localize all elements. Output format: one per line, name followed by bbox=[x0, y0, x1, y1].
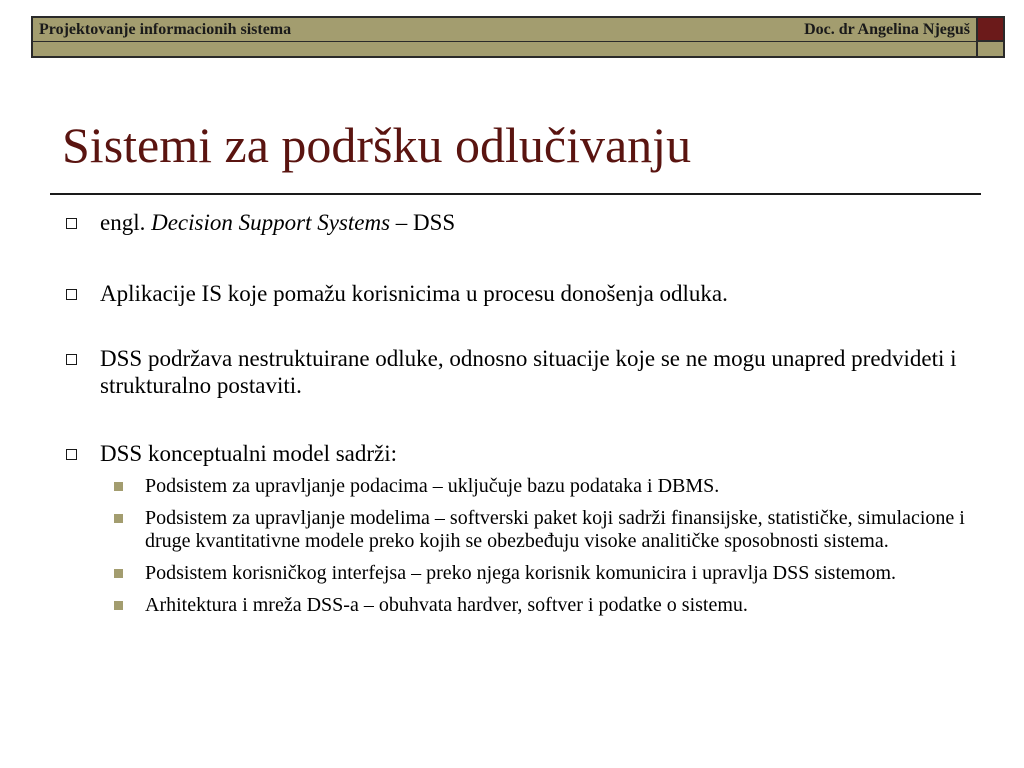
filled-square-bullet-icon bbox=[114, 601, 123, 610]
bullet-item bbox=[62, 209, 455, 236]
bullet-italic-term: Decision Support Systems bbox=[151, 210, 391, 235]
sub-bullet-text: Podsistem za upravljanje podacima – uključuje bazu podataka i DBMS. bbox=[145, 475, 720, 497]
bullet-text: DSS konceptualni model sadrži: bbox=[100, 441, 398, 466]
sub-bullet-list bbox=[114, 475, 984, 626]
author-name: Doc. dr Angelina Njeguš bbox=[804, 20, 970, 38]
header-lower-band bbox=[31, 42, 976, 58]
sub-bullet-text: Podsistem za upravljanje modelima – softverski paket koji sadrži finansijske, statističke, simulacione i druge kvantitativne modele preko kojih se obezbeđuju visoke analitičke sposobnosti sistema. bbox=[145, 507, 965, 552]
sub-bullet-item bbox=[114, 594, 984, 617]
bullet-text: DSS podržava nestruktuirane odluke, odnosno situacije koje se ne mogu unapred predvideti i strukturalno postaviti. bbox=[100, 346, 957, 398]
filled-square-bullet-icon bbox=[114, 482, 123, 491]
hollow-square-bullet-icon bbox=[66, 354, 77, 365]
bullet-prefix: engl. bbox=[100, 210, 152, 235]
slide-title: Sistemi za podršku odlučivanju bbox=[62, 117, 692, 173]
bullet-item bbox=[62, 440, 397, 467]
sub-bullet-text: Podsistem korisničkog interfejsa – preko njega korisnik komunicira i upravlja DSS sistemom. bbox=[145, 562, 897, 584]
hollow-square-bullet-icon bbox=[66, 449, 77, 460]
course-title: Projektovanje informacionih sistema bbox=[39, 20, 292, 38]
sub-bullet-item bbox=[114, 475, 984, 498]
header-bar bbox=[31, 16, 976, 42]
sub-bullet-item bbox=[114, 507, 984, 553]
bullet-item bbox=[62, 345, 1000, 399]
title-divider bbox=[50, 193, 981, 195]
bullet-text: Aplikacije IS koje pomažu korisnicima u procesu donošenja odluka. bbox=[100, 281, 728, 306]
sub-bullet-text: Arhitektura i mreža DSS-a – obuhvata hardver, softver i podatke o sistemu. bbox=[145, 594, 748, 616]
header-accent-square bbox=[976, 16, 1005, 42]
bullet-suffix: – DSS bbox=[390, 210, 456, 235]
bullet-item bbox=[62, 280, 728, 307]
header-lower-accent bbox=[976, 42, 1005, 58]
filled-square-bullet-icon bbox=[114, 569, 123, 578]
sub-bullet-item bbox=[114, 562, 984, 585]
hollow-square-bullet-icon bbox=[66, 289, 77, 300]
filled-square-bullet-icon bbox=[114, 514, 123, 523]
hollow-square-bullet-icon bbox=[66, 218, 77, 229]
